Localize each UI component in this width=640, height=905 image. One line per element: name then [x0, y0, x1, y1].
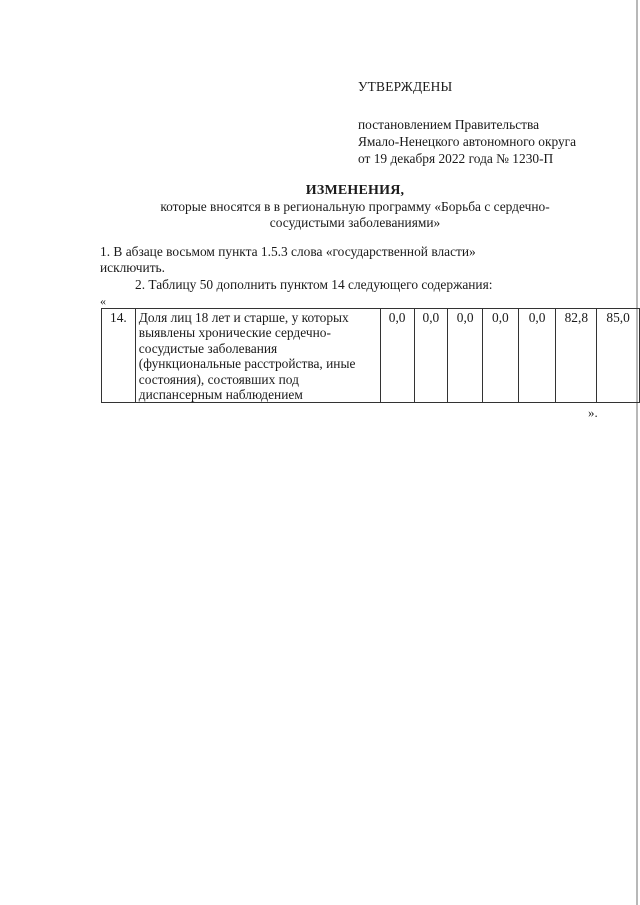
approval-line-resolution: постановлением Правительства [358, 117, 540, 132]
approval-stamp [358, 78, 576, 167]
description-line: (функциональные расстройства, иные [138, 356, 356, 372]
word: 1. В [100, 244, 123, 259]
value-cell: 0,0 [483, 309, 519, 403]
word: восьмом [166, 244, 215, 259]
title-heading: ИЗМЕНЕНИЯ, [305, 183, 405, 198]
word: 1.5.3 [260, 244, 288, 259]
word: абзаце [125, 244, 163, 259]
value-cell: 0,0 [380, 309, 414, 403]
value-cell: 0,0 [448, 309, 483, 403]
row-description [135, 309, 380, 403]
paragraph-1 [100, 244, 610, 276]
title-subtitle-line-1: которые вносятся в в региональную программу «Борьба с сердечно- [160, 199, 550, 214]
paragraph-2: 2. Таблицу 50 дополнить пунктом 14 следующего содержания: [135, 277, 493, 292]
document-title [100, 183, 610, 231]
value-cell: 85,0 [597, 309, 640, 403]
description-line: Доля лиц 18 лет и старше, у которых [138, 310, 349, 325]
word: власти» [431, 244, 476, 259]
value-cell: 0,0 [518, 309, 556, 403]
paragraph-1-line-2: исключить. [100, 260, 165, 275]
value-cell: 82,8 [556, 309, 597, 403]
value-cell: 0,0 [414, 309, 448, 403]
row-number: 14. [102, 309, 136, 403]
page-edge-line [636, 0, 638, 905]
description-line: выявлены хронические сердечно- [138, 325, 331, 341]
word: «государственной [325, 244, 428, 259]
approval-line-region: Ямало-Ненецкого автономного округа [358, 134, 577, 149]
word: пункта [218, 244, 258, 259]
close-quote: ». [588, 405, 598, 420]
approval-line-date: от 19 декабря 2022 года № 1230-П [358, 151, 554, 166]
table-row [102, 309, 640, 403]
description-line: диспансерным наблюдением [138, 387, 303, 403]
word: слова [291, 244, 323, 259]
description-line: состояния), состоявших под [138, 371, 299, 387]
open-quote: « [100, 294, 106, 308]
title-subtitle-line-2: сосудистыми заболеваниями» [269, 215, 441, 230]
changes-table [101, 308, 640, 403]
approved-label: УТВЕРЖДЕНЫ [358, 79, 453, 94]
description-line: сосудистые заболевания [138, 340, 278, 356]
document-body [100, 244, 610, 293]
paragraph-1-line-1 [100, 244, 610, 260]
